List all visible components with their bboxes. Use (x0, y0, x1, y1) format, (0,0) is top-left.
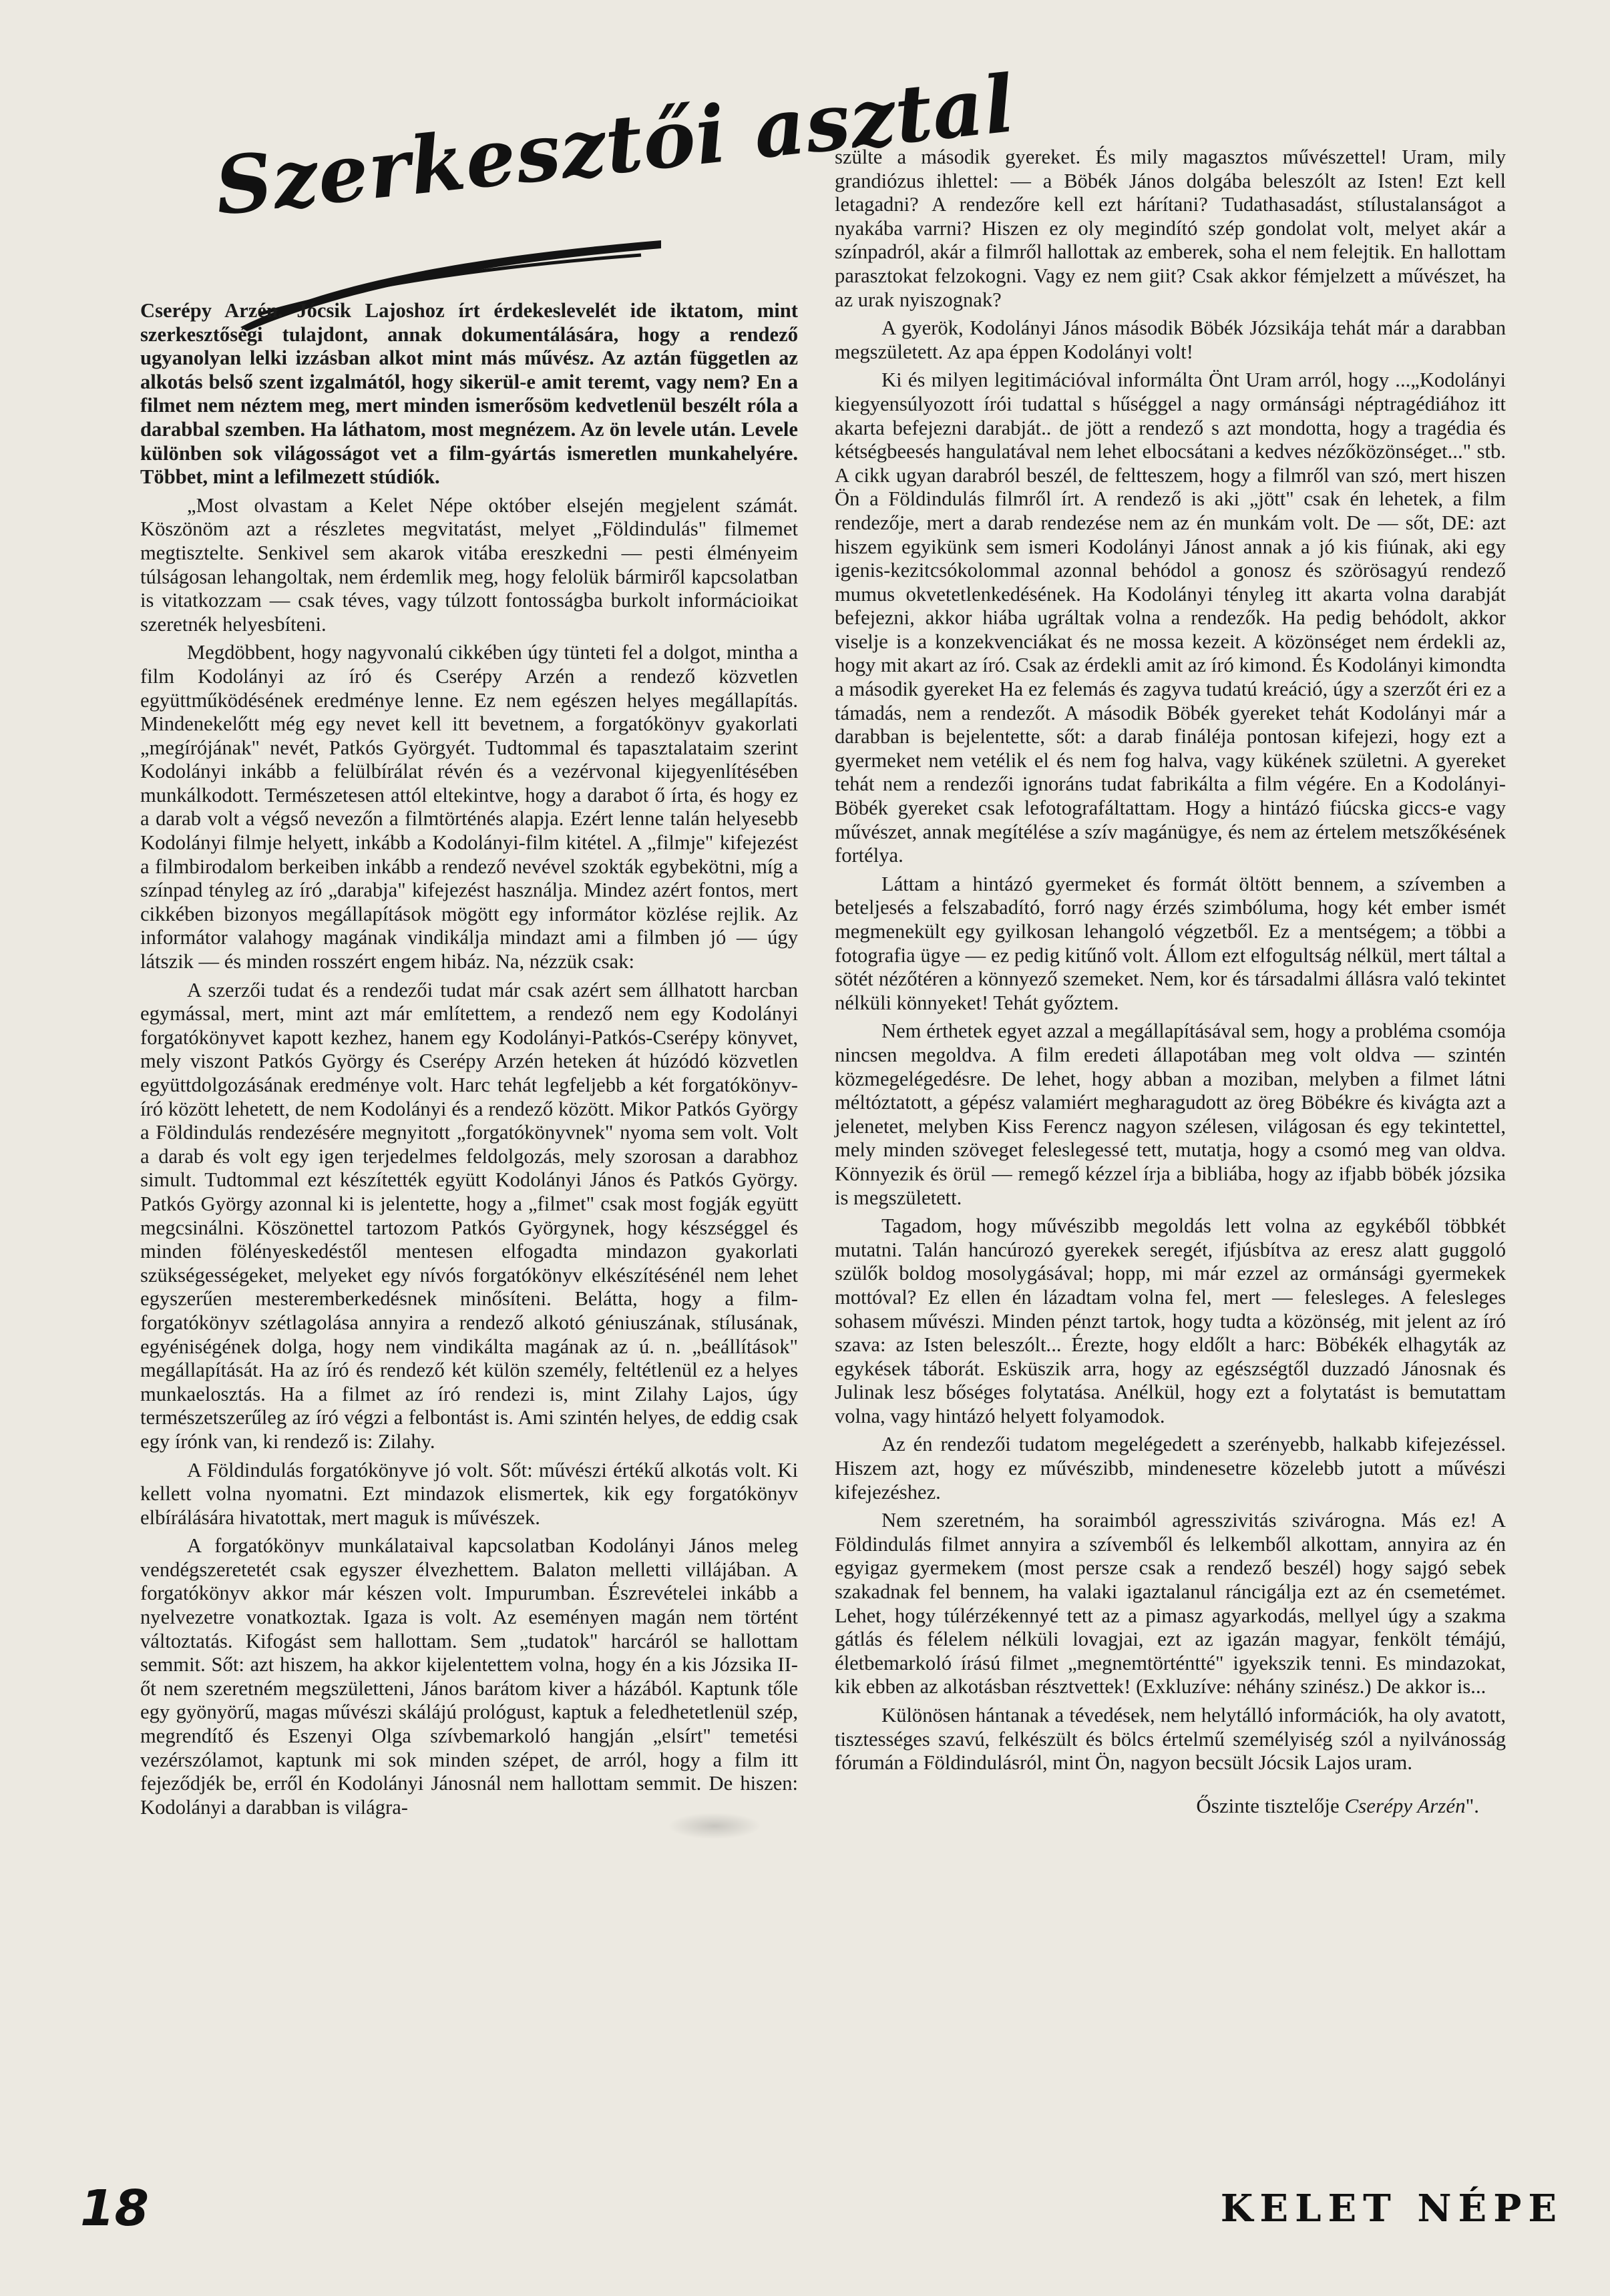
paragraph-text: Cserépy Arzén. Jócsik Lajoshoz írt érdekeslevelét ide iktatom, mint szerkesztőségi tulajdont, annak dokumentálására, hogy a rendező ugyanolyan lelki izzásban alkot mint más művész. Az aztán független az alkotás belső szent izgalmától, hogy sikerül-e amit teremt, vagy nem? En a filmet nem néztem meg, mert minden ismerősöm kedvetlenül beszélt róla a darabbal szemben. Ha láthatom, most megnézem. Az ön levele után. Levele különben sok világosságot vet a film-gyártás ismeretlen munkahelyére. Többet, mint a lefilmezett stúdiók. (140, 299, 798, 489)
article-paragraph: Láttam a hintázó gyermeket és formát öltött bennem, a szívemben a beteljesés a felszabadító, forró nagy érzés szimbóluma, hogy két ember ismét megmenekült egy gyilkosan lehangoló végzetből. Ez a mentségem; a többi a fotografia ügye — ez pedig kitűnő volt. Állom ezt elfogultság nélkül, mert táltal a sötét nézőtéren a könnyező szemeket. Nem, kor és társadalmi állásra való tekintet nélküli könnyeket! Tehát győztem. (835, 872, 1506, 1014)
signoff (835, 1794, 1506, 1818)
signoff-suffix: ". (1465, 1793, 1479, 1817)
signoff-name: Cserépy Arzén (1344, 1793, 1466, 1817)
article-paragraph: A forgatókönyv munkálataival kapcsolatban Kodolányi János meleg vendégszeretetét csak egyszer élvezhettem. Balaton melletti villájában. A forgatókönyv akkor már készen volt. Impurumban. Észrevételei inkább a nyelvezetre vonatkoztak. Igaza is volt. Az eseményen magán nem történt változtatás. Kifogást sem hallottam. Sem „tudatok" harcáról se hallottam semmit. Sőt: azt hiszem, ha akkor kijelentettem volna, hogy én a kis Józsika II-őt nem szeretném megszületteni, János barátom kiver a házából. Kaptunk tőle egy gyönyörű, magas művészi skálájú prológust, kaptuk a feledhetetlenül szép, megrendítő és Eszenyi Olga szívbemarkoló hangján „elsírt" temetési vezérszólamot, kaptunk mi sok minden szépet, de arról, hogy a film itt fejeződjék be, erről én Kodolányi Jánosnál nem hallottam semmit. De hiszen: Kodolányi a darabban is világra- (140, 1534, 798, 1819)
article-paragraph: A gyerök, Kodolányi János második Böbék Józsikája tehát már a darabban megszületett. Az apa éppen Kodolányi volt! (835, 316, 1506, 363)
publication-name: KELET NÉPE (1220, 2187, 1563, 2231)
page-number: 18 (80, 2180, 149, 2237)
ink-smudge (668, 1813, 761, 1839)
section-title: Szerkesztői asztal (210, 57, 1019, 233)
article-paragraph: Az én rendezői tudatom megelégedett a szerényebb, halkabb kifejezéssel. Hiszem azt, hogy ez művészibb, mindenesetre közelebb jutott a művészi kifejezéshez. (835, 1433, 1506, 1504)
article-paragraph: Nem érthetek egyet azzal a megállapításával sem, hogy a probléma csomója nincsen megoldva. A film eredeti állapotában meg volt oldva — szintén közmegelégedésre. De lehet, hogy abban a moziban, melyben a filmet látni méltóztatott, a gépész valamiért megharagudott az öreg Böbékre és kivágta azt a jelenetet, melyben Kiss Ferencz nagyon szélesen, világosan és egy tekintettel, mely minden szöveget feleslegessé tett, mutatja, hogy a csomó meg van oldva. Könnyezik és örül — remegő kézzel írja a bibliába, hogy az ifjabb böbék józsika is megszületett. (835, 1019, 1506, 1209)
signoff-prefix: Őszinte tisztelője (1196, 1793, 1340, 1817)
article-paragraph (140, 299, 798, 489)
article-paragraph: A szerzői tudat és a rendezői tudat már csak azért sem állhatott harcban egymással, mert, mint azt már említettem, a rendező nem egy Kodolányi forgatókönyvet kapott kezhez, hanem egy Kodolányi-Patkós-Cserépy könyvet, mely viszont Patkós György és Cserépy Arzén heteken át húzódó közvetlen együttdolgozásának eredménye volt. Harc tehát legfeljebb a két forgatókönyv-író között lehetett, de nem Kodolányi és a rendező között. Mikor Patkós György a Földindulás rendezésére megnyitott „forgatókönyvnek" nyoma sem volt. Volt a darab és volt egy igen terjedelmes feldolgozás, mely szorosan a darabhoz simult. Tudtommal ezt készítették együtt Kodolányi János és Patkós György. Patkós György azonnal ki is jelentette, hogy a „filmet" csak most fogják együtt megcsinálni. Köszönettel tartozom Patkós Györgynek, hogy készséggel és minden fölényeskedéstől mentesen elfogadta mindazon gyakorlati szükségességeket, melyeket egy nívós forgatókönyv elkészítésénél nem lehet egyszerűen mesteremberkedésnek minősíteni. Belátta, hogy a film-forgatókönyv szétlagolása annyira a rendező alkotó géniuszának, stílusának, egyéniségének dolga, hogy nem vindikálta magának az ú. n. „beállítások" megállapítását. Ha az író és rendező két külön személy, feltétlenül ez a helyes munkaelosztás. Ha a filmet az író rendezi is, mint Zilahy Lajos, úgy természetszerűleg az író végzi a felbontást is. Ami szintén helyes, de eddig csak egy írónk van, ki rendező is: Zilahy. (140, 978, 798, 1453)
article-paragraph: szülte a második gyereket. És mily magasztos művészettel! Uram, mily grandiózus ihlettel: — a Böbék János dolgába beleszólt az Isten! Ezt kell letagadni? A rendezőre kell ezt hárítani? Tudathasadást, stílustalanságot a nyakába varrni? Hiszen ez oly megindító szép gondolat volt, melyet akár a színpadról, akár a filmről hallottak az emberek, soha el nem felejtik. En hallottam parasztokat felzokogni. Vagy ez nem giit? Csak akkor fémjelzett a művészet, ha az urak nyiszognak? (835, 146, 1506, 311)
article-column-left (140, 299, 798, 1901)
article-paragraph: Nem szeretném, ha soraimból agresszivitás szivárogna. Más ez! A Földindulás filmet annyira a szívemből és lelkemből alkottam, annyira az én egyigaz gyermekem (most persze csak a rendező beszél) hogy sajgó sebek szakadnak fel bennem, ha valaki igaztalanul ráncigálja ezt az én csemetémet. Lehet, hogy túlérzékennyé tett az a pimasz agyarkodás, mellyel úgy a szakma gátlás és félelem nélküli lovagjai, ezt az igazán magyar, fenkölt témájú, életbemarkoló írású filmet „megnemtörténtté" igyekszik tenni. Es mindazokat, kik ebben az alkotásban résztvettek! (Exkluzíve: néhány szinész.) De akkor is... (835, 1509, 1506, 1698)
article-paragraph: „Most olvastam a Kelet Népe október elsején megjelent számát. Köszönöm azt a részletes megvitatást, melyet „Földindulás" filmemet megtisztelte. Senkivel sem akarok vitába ereszkedni — pesti élményeim túlságosan lehangoltak, nem érdemlik meg, hogy felolük bármiről kapcsolatban is vitatkozzam — csak téves, vagy túlzott fontosságba burkolt informácioikat szeretnék helyesbíteni. (140, 493, 798, 636)
article-paragraph: A Földindulás forgatókönyve jó volt. Sőt: művészi értékű alkotás volt. Ki kellett volna nyomatni. Ezt mindazok elismertek, kik egy forgatókönyv elbírálására hivatottak, mert maguk is művészek. (140, 1458, 798, 1529)
article-column-right (835, 146, 1506, 2162)
article-paragraph: Különösen hántanak a tévedések, nem helytálló információk, ha oly avatott, tisztességes szavú, felkészült és bölcs értelmű személyiség szól a nyilvánosság fórumán a Földindulásról, mint Ön, nagyon becsült Jócsik Lajos uram. (835, 1704, 1506, 1775)
article-paragraph: Ki és milyen legitimációval informálta Önt Uram arról, hogy ...„Kodolányi kiegyensúlyozott írói tudattal s hűséggel a nagy ormánsági néptragédiához itt akarta befejezni darabját.. de jött a rendező s azt mondotta, hogy a tragédia és kétségbeesés hangulatával nem lehet elbocsátani a kedves nézőközönséget..." stb. A cikk ugyan darabról beszél, de feltteszem, hogy a filmről van szó, mert hiszen Ön a Földindulás filmről írt. A rendező is aki „jött" csak én lehetek, a film rendezője, mert a darab rendezése nem az én munkám volt. De — sőt, DE: azt hiszem egyikünk sem ismeri Kodolányi Jánost annak a jó kis fiúnak, aki egy igenis-kezitcsókolommal azonnal behódol a gonosz és szörösagyú rendező mumus okvetetlenkedésének. Ha Kodolányi tényleg itt akarta volna darabját befejezni, akkor hiába ugráltak volna a rendezők. Ha pedig behódolt, akkor viselje is a konzekvenciákat és ne mossa kezeit. A közönséget nem érdekli az, hogy mit akart az író. Csak az érdekli amit az író kimond. És Kodolányi kimondta a második gyereket Ha ez felemás és zagyva tudatú kreáció, úgy a szerzőt éri ez a támadás, nem a rendezőt. A második Böbék gyereket tehát Kodolányi már a darabban is bejelentette, sőt: a darab fináléja pontosan kifejezi, hogy ezt a gyermeket nem vetélik el és nem fog halva, vagy kükének születni. A gyereket tehát nem a rendezői ignoráns tudat fabrikálta a film végére. En a Kodolányi-Böbék gyereket csak lefotografáltattam. Hogy a hintázó fiúcska giccs-e vagy művészet, annak megítélése a szív magánügye, és nem az értelem metszőkésének fortélya. (835, 369, 1506, 867)
article-paragraph: Tagadom, hogy művészibb megoldás lett volna az egykéből többkét mutatni. Talán hancúrozó gyerekek seregét, ifjúsbítva az eresz alatt guggoló szülők boldog mosolygásával; hopp, mi már ezzel az ormánsági gyermekek mottóval? Ez ellen én lázadtam volna fel, mert — felesleges. A felesleges sohasem művészi. Minden pénzt tartok, hogy tudta a közönség, mit jelent az író szava: az Isten beleszólt... Érezte, hogy eldőlt a harc: Böbékék elhagyták az egykések táborát. Esküszik arra, hogy az egészségtől duzzadó Jánosnak és Julinak lesz bőséges folytatása. Anélkül, hogy ezt a folytatást is bemutattam volna, vagy hintázó helyett folyamodok. (835, 1214, 1506, 1427)
article-paragraph: Megdöbbent, hogy nagyvonalú cikkében úgy tünteti fel a dolgot, mintha a film Kodolányi az író és Cserépy Arzén a rendező közvetlen együttműködésének eredménye lenne. Ez nem egészen helyes megállapítás. Mindenekelőtt még egy nevet kell itt bevetnem, a forgatókönyv gyakorlati „megírójának" nevét, Patkós Györgyét. Tudtommal és tapasztalataim szerint Kodolányi inkább a felülbírálat révén és a vezérvonal kijegyenlítésében munkálkodott. Természetesen attól eltekintve, hogy a darabot ő írta, és hogy ez a darab volt a végső nevezőn a filmtörténés alapja. Ezért lenne talán helyesebb Kodolányi filmje helyett, inkább a Kodolányi-film kitétel. A „filmje" kifejezést a filmbirodalom berkeiben inkább a rendező nevével szokták egybekötni, míg a színpad tényleg az író „darabja" kifejezést használja. Mindez azért fontos, mert cikkében bizonyos megállapítások mögött egy informátor közlése rejlik. Az informátor valahogy magának vindikálja mindazt ami a filmben jó — úgy látszik — és minden rosszért engem hibáz. Na, nézzük csak: (140, 641, 798, 973)
